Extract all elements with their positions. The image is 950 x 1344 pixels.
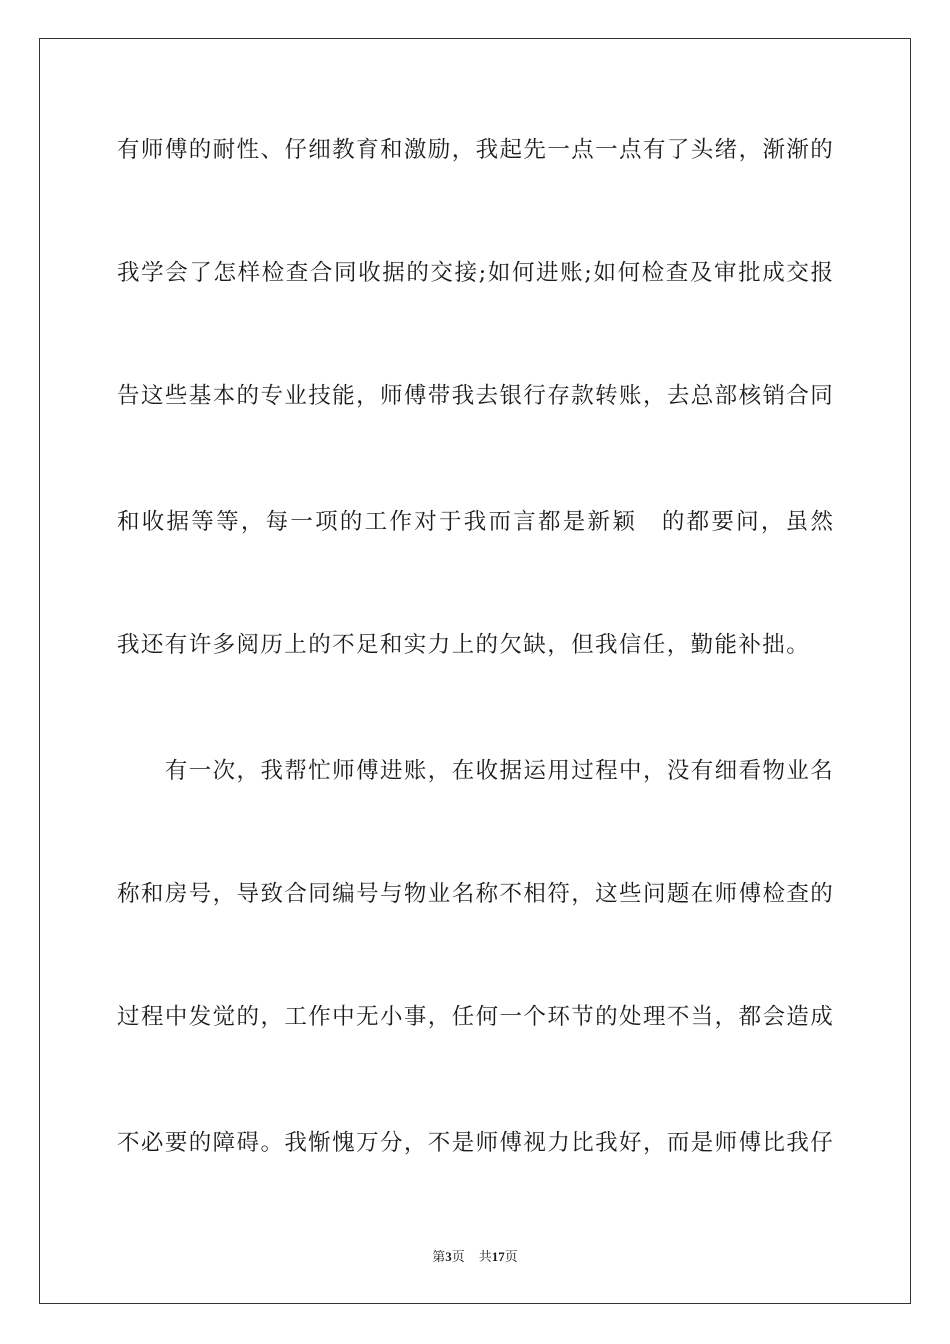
- footer-page-suffix: 页: [451, 1249, 465, 1264]
- body-line-9: 不 必 要 的 障 碍 。 我 惭 愧 万 分 ， 不 是 师 傅 视 力 比 我 好 ， 而 是 师 傅 比 我 仔: [117, 1130, 833, 1156]
- body-line-5: 我还有许多阅历上的不足和实力上的欠缺，但我信任，勤能补拙。: [117, 632, 811, 658]
- body-line-8: 过 程 中 发 觉 的 ， 工 作 中 无 小 事 ， 任 何 一 个 环 节 的 处 理 不 当 ， 都 会 造 成: [117, 1004, 833, 1030]
- page-footer: [0, 1248, 950, 1266]
- footer-total-prefix: 共: [478, 1249, 492, 1264]
- footer-total-number: 17: [491, 1249, 505, 1264]
- body-line-3: 告 这 些 基 本 的 专 业 技 能 ， 师 傅 带 我 去 银 行 存 款 转 账 ， 去 总 部 核 销 合 同: [117, 383, 833, 409]
- footer-total-suffix: 页: [504, 1249, 518, 1264]
- footer-page-number: 3: [445, 1249, 452, 1264]
- body-line-2: 我 学 会 了 怎 样 检 查 合 同 收 据 的 交 接 ; 如 何 进 账 ; 如 何 检 查 及 审 批 成 交 报: [117, 260, 833, 286]
- body-line-1: 有 师 傅 的 耐 性 、 仔 细 教 育 和 激 励 ， 我 起 先 一 点 一 点 有 了 头 绪 ， 渐 渐 的: [117, 137, 833, 163]
- body-line-6: 有 一 次 ， 我 帮 忙 师 傅 进 账 ， 在 收 据 运 用 过 程 中 ， 没 有 细 看 物 业 名: [164, 758, 833, 784]
- body-line-4: 和 收 据 等 等 ， 每 一 项 的 工 作 对 于 我 而 言 都 是 新 颖 的 都 要 问 ， 虽 然: [117, 509, 833, 535]
- footer-page-prefix: 第: [432, 1249, 446, 1264]
- body-line-7: 称 和 房 号 ， 导 致 合 同 编 号 与 物 业 名 称 不 相 符 ， 这 些 问 题 在 师 傅 检 查 的: [117, 881, 833, 907]
- page-border: [39, 38, 911, 1304]
